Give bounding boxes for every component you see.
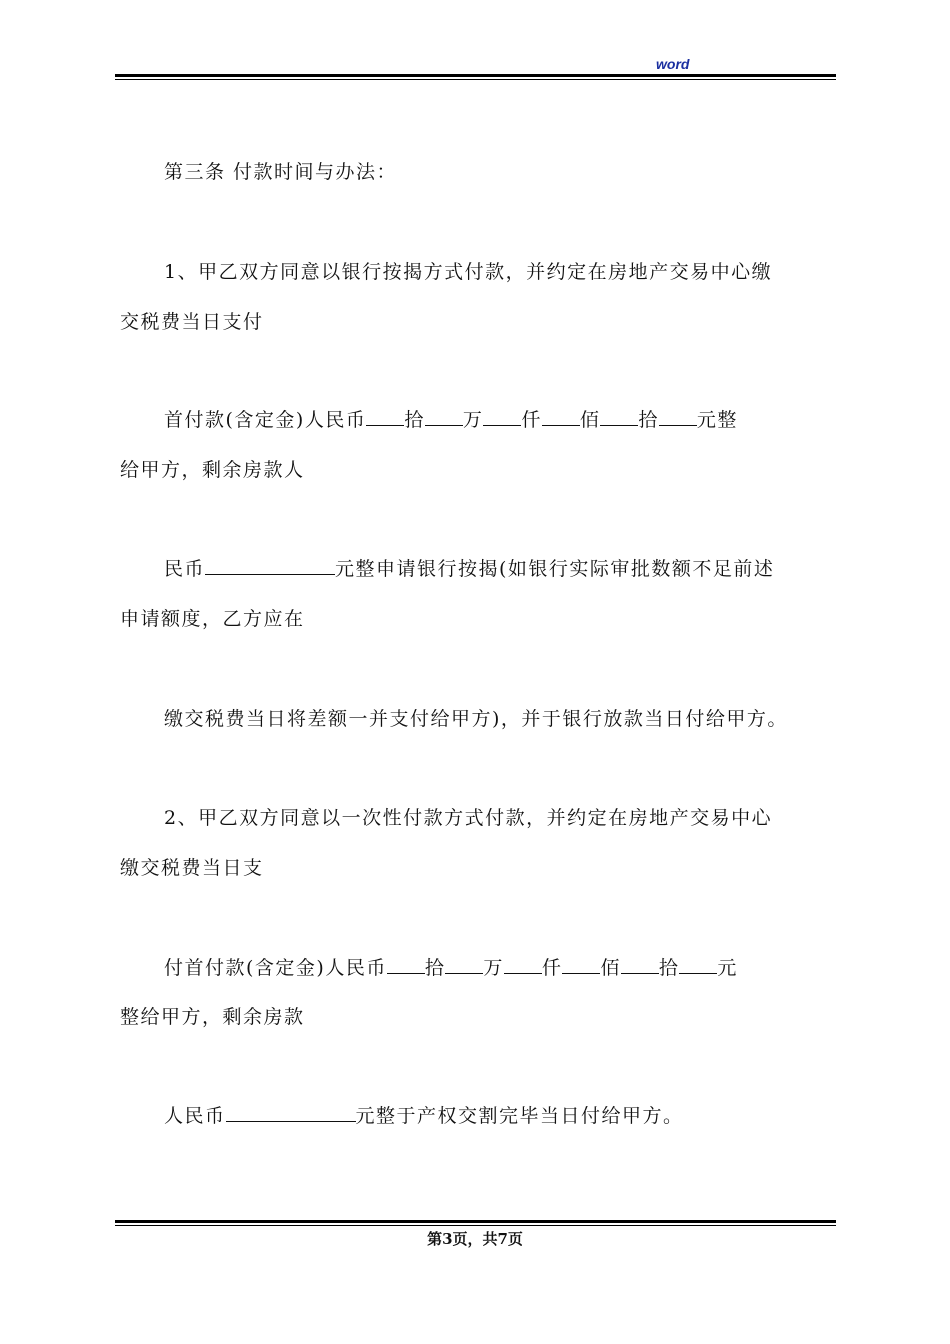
unit-label: 拾 — [638, 409, 659, 431]
header-rule-thin — [115, 79, 836, 80]
amount-blank — [483, 407, 521, 426]
unit-label: 万 — [462, 409, 484, 431]
amount-blank — [679, 955, 717, 974]
amount-blank — [205, 556, 335, 575]
line-suffix: 元整申请银行按揭(如银行实际审批数额不足前述 — [335, 558, 775, 580]
unit-label: 仟 — [521, 409, 542, 431]
amount-blank — [504, 955, 542, 974]
header-word-label: word — [656, 56, 690, 72]
footer-rule-thick — [115, 1220, 836, 1223]
unit-label: 佰 — [579, 409, 601, 431]
paragraph-line: 整给甲方，剩余房款 — [120, 1006, 305, 1028]
amount-blank — [621, 955, 659, 974]
amount-blank — [445, 955, 483, 974]
unit-label: 拾 — [424, 957, 446, 979]
unit-label: 元 — [717, 957, 738, 979]
line-prefix: 首付款(含定金)人民币 — [164, 409, 367, 431]
paragraph-line: 申请额度，乙方应在 — [120, 608, 305, 630]
paragraph-line-with-blanks — [164, 556, 774, 582]
amount-blank — [226, 1103, 356, 1122]
amount-blank — [659, 407, 697, 426]
amount-blank — [425, 407, 463, 426]
amount-blank — [542, 407, 580, 426]
unit-label: 万 — [483, 957, 504, 979]
unit-label: 拾 — [404, 409, 425, 431]
unit-label: 佰 — [600, 957, 621, 979]
line-prefix: 付首付款(含定金)人民币 — [164, 957, 387, 979]
paragraph-line: 缴交税费当日支 — [120, 857, 264, 879]
line-prefix: 民币 — [164, 558, 206, 580]
amount-blank — [366, 407, 404, 426]
paragraph-line-with-blanks — [164, 1103, 684, 1129]
unit-label: 仟 — [541, 957, 563, 979]
paragraph-line: 交税费当日支付 — [120, 311, 264, 333]
section-heading: 第三条 付款时间与办法： — [164, 161, 398, 183]
paragraph-line: 给甲方，剩余房款人 — [120, 459, 305, 481]
unit-label: 元整 — [696, 409, 738, 431]
paragraph-line-with-blanks — [164, 407, 738, 433]
paragraph-line: 2、甲乙双方同意以一次性付款方式付款，并约定在房地产交易中心 — [164, 807, 773, 829]
unit-label: 拾 — [658, 957, 680, 979]
line-prefix: 人民币 — [164, 1105, 226, 1127]
footer-rule-thin — [115, 1225, 836, 1226]
line-suffix: 元整于产权交割完毕当日付给甲方。 — [355, 1105, 684, 1127]
paragraph-line: 缴交税费当日将差额一并支付给甲方)，并于银行放款当日付给甲方。 — [164, 708, 788, 730]
header-rule-thick — [115, 74, 836, 77]
paragraph-line: 1、甲乙双方同意以银行按揭方式付款，并约定在房地产交易中心缴 — [164, 261, 773, 283]
amount-blank — [387, 955, 425, 974]
amount-blank — [600, 407, 638, 426]
amount-blank — [562, 955, 600, 974]
paragraph-line-with-blanks — [164, 955, 738, 981]
footer-page-number: 第3页，共7页 — [427, 1230, 523, 1248]
